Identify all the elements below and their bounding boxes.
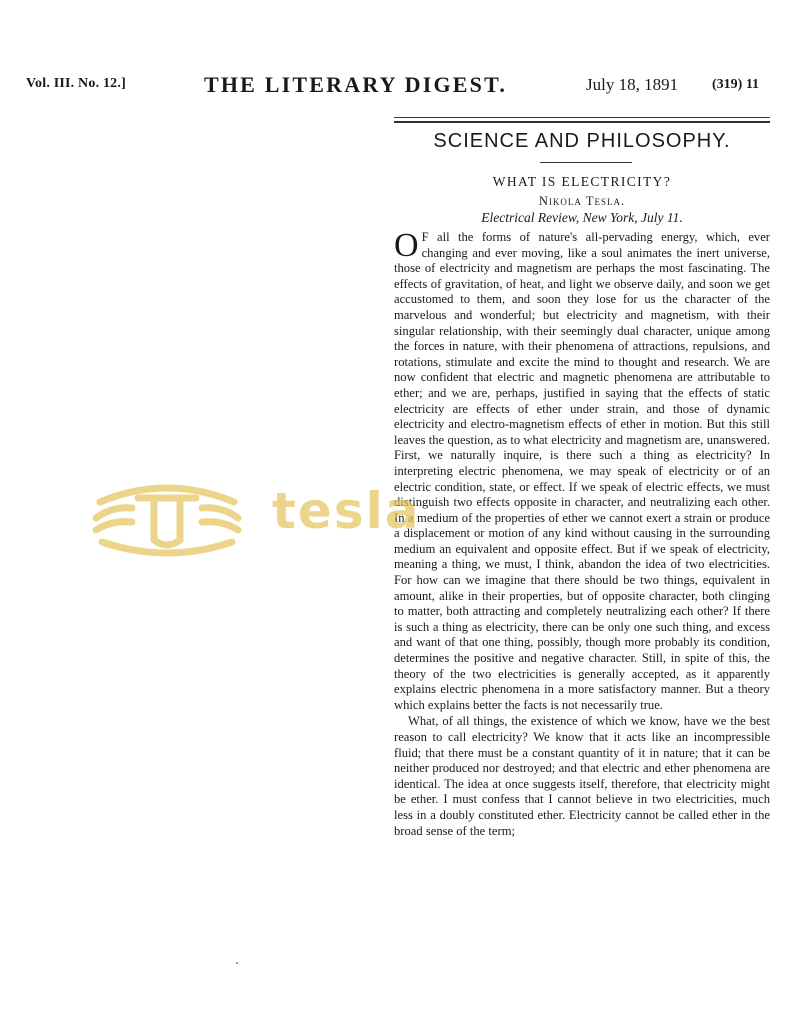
page-header: [0, 72, 800, 100]
header-rule-thin: [394, 117, 770, 118]
scan-speck: [236, 962, 238, 964]
volume-label: Vol. III. No. 12.]: [26, 76, 126, 91]
article-source: Electrical Review, New York, July 11.: [481, 210, 683, 225]
watermark-text: tesla: [272, 482, 421, 540]
header-rule-thick: [394, 121, 770, 123]
drop-cap: O: [394, 227, 419, 264]
paragraph-1: [394, 227, 770, 713]
issue-date: July 18, 1891: [586, 75, 679, 94]
section-divider: [540, 162, 632, 163]
journal-title: THE LITERARY DIGEST.: [204, 72, 508, 97]
page-number: (319) 11: [712, 77, 760, 92]
article-title: WHAT IS ELECTRICITY?: [492, 174, 672, 189]
tesla-logo-icon: [92, 478, 242, 558]
paragraph-2: What, of all things, the existence of which we know, have we the best reason to call electricity? We know that it acts like an incompressible fluid; that there must be a constant quantity of it in nature; that it can be neither produced nor destroyed; and that electric and ether phenomena are identical. The idea at once suggests itself, therefore, that electricity might be ether. I must confess that I cannot believe in two electricities, much less in a doubly constituted ether. Electricity cannot be called ether in the broad sense of the term;: [394, 714, 770, 838]
watermark: [92, 478, 652, 560]
article-author: Nikola Tesla.: [538, 194, 626, 208]
paragraph-1-text: F all the forms of nature's all-pervading energy, which, ever changing and ever moving, like a soul animates the inert universe, those of electricity and magnetism are perhaps the most fascinating. The effects of gravitation, of heat, and light we observe daily, and soon we get accustomed to them, and soon they lose for us the character of the marvelous and wonderful; but electricity and magnetism, with their singular relationship, with their seemingly dual character, unique among the forces in nature, with their phenomena of attractions, repulsions, and rotations, stimulate and excite the mind to thought and research. We are now confident that electric and magnetic phenomena are attributable to ether; and we are, perhaps, justified in saying that the effects of static electricity are effects of ether under strain, and those of dynamic electricity and electro-magnetism effects of ether in motion. But this still leaves the question, as to what electricity and magnetism are, unanswered. First, we naturally inquire, is there such a thing as electricity? In interpreting electric phenomena, we may speak of electricity or of an electric condition, state, or effect. If we speak of electric effects, we must distinguish two effects opposite in character, and neutralizing each other. In a medium of the properties of ether we cannot exert a strain or produce a displacement or motion of any kind without causing in the surrounding medium an equivalent and opposite effect. But if we speak of electricity, meaning a thing, we must, I think, abandon the idea of two electricities. For how can we imagine that there should be two things, equivalent in amount, alike in their properties, but of opposite character, both clinging to matter, both attracting and completely neutralizing each other? If there is such a thing as electricity, there can be only one such thing, and excess and want of that one thing, possibly, though more probably its condition, determines the positive and negative character. Still, in spite of this, the theory of the two electricities is generally accepted, as it apparently explains electric phenomena in a more satisfactory manner. But a theory which explains better the facts is not necessarily true.: [394, 230, 770, 712]
section-title: SCIENCE AND PHILOSOPHY.: [433, 130, 731, 152]
